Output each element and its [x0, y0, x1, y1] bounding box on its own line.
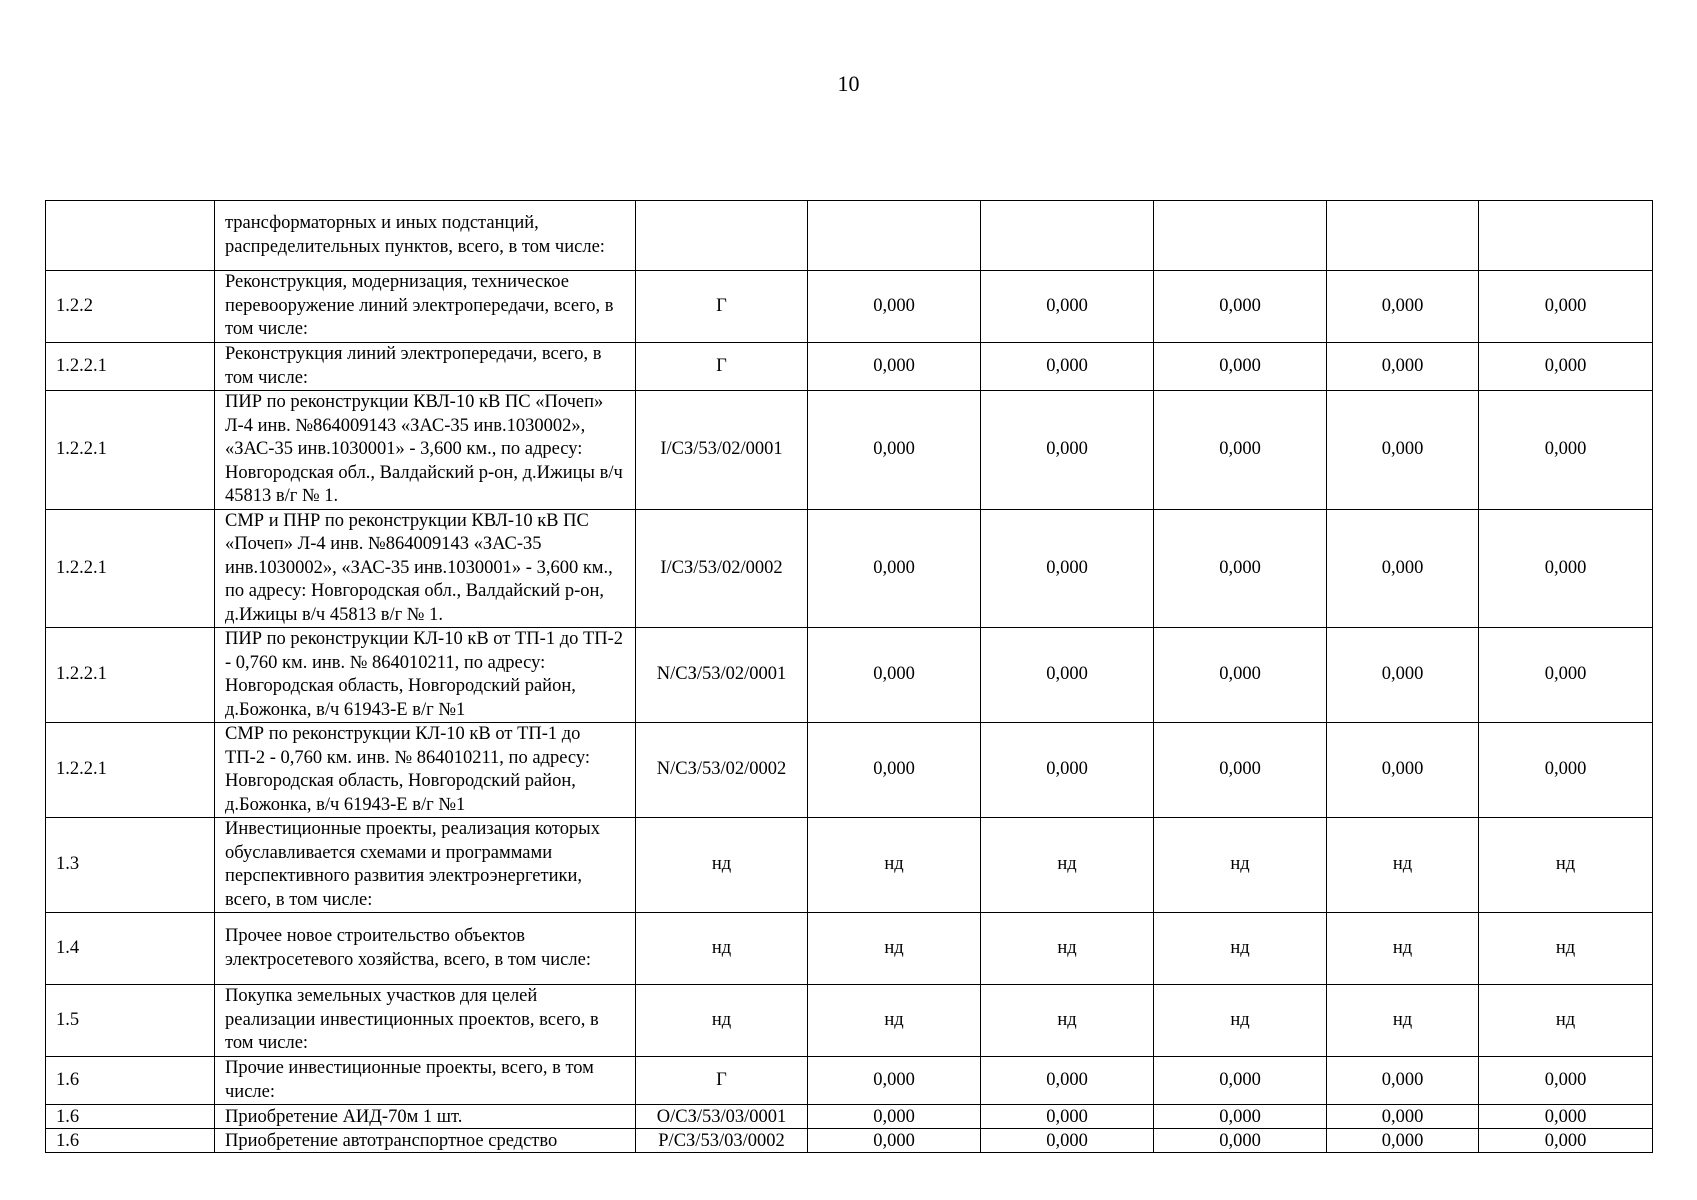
row-value-cell: нд	[808, 913, 981, 985]
row-value-cell: 0,000	[1154, 1105, 1327, 1129]
row-code-cell: нд	[636, 818, 808, 913]
row-value-cell: 0,000	[1479, 1057, 1653, 1105]
row-name-cell: трансформаторных и иных подстанций, распределительных пунктов, всего, в том числе:	[215, 201, 636, 271]
row-name-cell: Реконструкция, модернизация, техническое перевооружение линий электропередачи, всего, в том числе:	[215, 271, 636, 343]
row-name-cell: Реконструкция линий электропередачи, всего, в том числе:	[215, 343, 636, 391]
table-row	[46, 913, 1653, 985]
row-value-cell: 0,000	[1154, 343, 1327, 391]
row-value-cell: нд	[1479, 913, 1653, 985]
row-value-cell: 0,000	[1327, 391, 1479, 510]
row-code-cell: нд	[636, 913, 808, 985]
row-value-cell: 0,000	[1479, 723, 1653, 818]
table-row	[46, 201, 1653, 271]
row-number-cell: 1.2.2.1	[46, 509, 215, 628]
row-value-cell	[808, 201, 981, 271]
row-code-cell: I/СЗ/53/02/0001	[636, 391, 808, 510]
row-code-cell: Г	[636, 271, 808, 343]
investment-projects-table	[45, 200, 1653, 1153]
row-value-cell: нд	[808, 985, 981, 1057]
row-code-cell: I/СЗ/53/02/0002	[636, 509, 808, 628]
row-number-cell: 1.2.2.1	[46, 628, 215, 723]
row-name-cell: Покупка земельных участков для целей реализации инвестиционных проектов, всего, в том числе:	[215, 985, 636, 1057]
row-code-cell: N/СЗ/53/02/0001	[636, 628, 808, 723]
row-value-cell: нд	[1154, 985, 1327, 1057]
row-name-cell: СМР и ПНР по реконструкции КВЛ-10 кВ ПС «Почеп» Л-4 инв. №864009143 «ЗАС-35 инв.1030002», «ЗАС-35 инв.1030001» - 3,600 км., по адресу: Новгородская обл., Валдайский р-он, д.Ижицы в/ч 45813 в/г № 1.	[215, 509, 636, 628]
row-value-cell: 0,000	[1154, 1057, 1327, 1105]
row-value-cell: 0,000	[981, 343, 1154, 391]
table-row	[46, 343, 1653, 391]
table-row	[46, 985, 1653, 1057]
row-value-cell: 0,000	[981, 723, 1154, 818]
row-value-cell: 0,000	[808, 343, 981, 391]
table-row	[46, 1057, 1653, 1105]
row-number-cell: 1.2.2.1	[46, 343, 215, 391]
row-value-cell: 0,000	[1479, 509, 1653, 628]
row-value-cell: 0,000	[1327, 509, 1479, 628]
row-value-cell: нд	[1479, 985, 1653, 1057]
row-value-cell: нд	[981, 985, 1154, 1057]
row-value-cell: нд	[1479, 818, 1653, 913]
row-value-cell: нд	[981, 913, 1154, 985]
row-name-cell: СМР по реконструкции КЛ-10 кВ от ТП-1 до ТП-2 - 0,760 км. инв. № 864010211, по адресу: Новгородская область, Новгородский район, д.Божонка, в/ч 61943-Е в/г №1	[215, 723, 636, 818]
row-number-cell: 1.2.2.1	[46, 391, 215, 510]
row-number-cell: 1.6	[46, 1057, 215, 1105]
row-value-cell: 0,000	[1154, 1129, 1327, 1153]
table-row	[46, 271, 1653, 343]
row-value-cell: 0,000	[1327, 1057, 1479, 1105]
row-value-cell: нд	[1154, 913, 1327, 985]
row-number-cell: 1.6	[46, 1105, 215, 1129]
row-value-cell: 0,000	[808, 723, 981, 818]
row-value-cell: 0,000	[981, 271, 1154, 343]
row-value-cell: 0,000	[808, 1057, 981, 1105]
row-value-cell: 0,000	[981, 509, 1154, 628]
row-number-cell: 1.2.2.1	[46, 723, 215, 818]
row-code-cell	[636, 201, 808, 271]
row-value-cell: 0,000	[1327, 271, 1479, 343]
row-name-cell: Приобретение автотранспортное средство	[215, 1129, 636, 1153]
row-value-cell: 0,000	[981, 391, 1154, 510]
row-name-cell: Прочее новое строительство объектов электросетевого хозяйства, всего, в том числе:	[215, 913, 636, 985]
table-row	[46, 818, 1653, 913]
row-value-cell: нд	[1327, 818, 1479, 913]
row-name-cell: Прочие инвестиционные проекты, всего, в том числе:	[215, 1057, 636, 1105]
row-value-cell: 0,000	[808, 628, 981, 723]
table-row	[46, 1105, 1653, 1129]
row-value-cell: 0,000	[808, 1129, 981, 1153]
row-name-cell: ПИР по реконструкции КЛ-10 кВ от ТП-1 до ТП-2 - 0,760 км. инв. № 864010211, по адресу: Новгородская область, Новгородский район, д.Божонка, в/ч 61943-Е в/г №1	[215, 628, 636, 723]
row-value-cell: 0,000	[1479, 1129, 1653, 1153]
row-value-cell: 0,000	[1479, 343, 1653, 391]
row-value-cell: 0,000	[808, 509, 981, 628]
row-number-cell: 1.4	[46, 913, 215, 985]
row-value-cell: нд	[808, 818, 981, 913]
row-number-cell: 1.6	[46, 1129, 215, 1153]
row-name-cell: ПИР по реконструкции КВЛ-10 кВ ПС «Почеп» Л-4 инв. №864009143 «ЗАС-35 инв.1030002», «ЗАС-35 инв.1030001» - 3,600 км., по адресу: Новгородская обл., Валдайский р-он, д.Ижицы в/ч 45813 в/г № 1.	[215, 391, 636, 510]
row-value-cell	[981, 201, 1154, 271]
row-value-cell: 0,000	[981, 1105, 1154, 1129]
row-value-cell: нд	[1154, 818, 1327, 913]
row-value-cell: нд	[981, 818, 1154, 913]
row-code-cell: Г	[636, 343, 808, 391]
row-name-cell: Инвестиционные проекты, реализация которых обуславливается схемами и программами перспективного развития электроэнергетики, всего, в том числе:	[215, 818, 636, 913]
row-number-cell	[46, 201, 215, 271]
table-row	[46, 509, 1653, 628]
row-value-cell: 0,000	[808, 391, 981, 510]
row-value-cell: 0,000	[1154, 628, 1327, 723]
row-value-cell	[1327, 201, 1479, 271]
row-value-cell: 0,000	[1327, 343, 1479, 391]
row-code-cell: нд	[636, 985, 808, 1057]
row-value-cell: 0,000	[1327, 628, 1479, 723]
row-value-cell: 0,000	[981, 1057, 1154, 1105]
row-value-cell	[1479, 201, 1653, 271]
row-number-cell: 1.2.2	[46, 271, 215, 343]
row-value-cell: 0,000	[1479, 1105, 1653, 1129]
row-code-cell: N/СЗ/53/02/0002	[636, 723, 808, 818]
row-value-cell: 0,000	[1327, 723, 1479, 818]
row-value-cell: 0,000	[1479, 271, 1653, 343]
row-code-cell: P/СЗ/53/03/0002	[636, 1129, 808, 1153]
row-name-cell: Приобретение АИД-70м 1 шт.	[215, 1105, 636, 1129]
page-number: 10	[837, 71, 860, 96]
row-value-cell: 0,000	[1327, 1129, 1479, 1153]
row-value-cell	[1154, 201, 1327, 271]
row-number-cell: 1.5	[46, 985, 215, 1057]
row-value-cell: нд	[1327, 913, 1479, 985]
row-value-cell: 0,000	[1327, 1105, 1479, 1129]
row-value-cell: 0,000	[1154, 391, 1327, 510]
table-row	[46, 1129, 1653, 1153]
row-value-cell: 0,000	[1154, 509, 1327, 628]
row-value-cell: 0,000	[1479, 628, 1653, 723]
row-value-cell: 0,000	[1154, 723, 1327, 818]
row-code-cell: Г	[636, 1057, 808, 1105]
row-value-cell: нд	[1327, 985, 1479, 1057]
row-number-cell: 1.3	[46, 818, 215, 913]
row-code-cell: O/СЗ/53/03/0001	[636, 1105, 808, 1129]
row-value-cell: 0,000	[981, 628, 1154, 723]
row-value-cell: 0,000	[808, 1105, 981, 1129]
row-value-cell: 0,000	[1154, 271, 1327, 343]
row-value-cell: 0,000	[808, 271, 981, 343]
table-row	[46, 628, 1653, 723]
table-row	[46, 723, 1653, 818]
row-value-cell: 0,000	[1479, 391, 1653, 510]
table-row	[46, 391, 1653, 510]
row-value-cell: 0,000	[981, 1129, 1154, 1153]
